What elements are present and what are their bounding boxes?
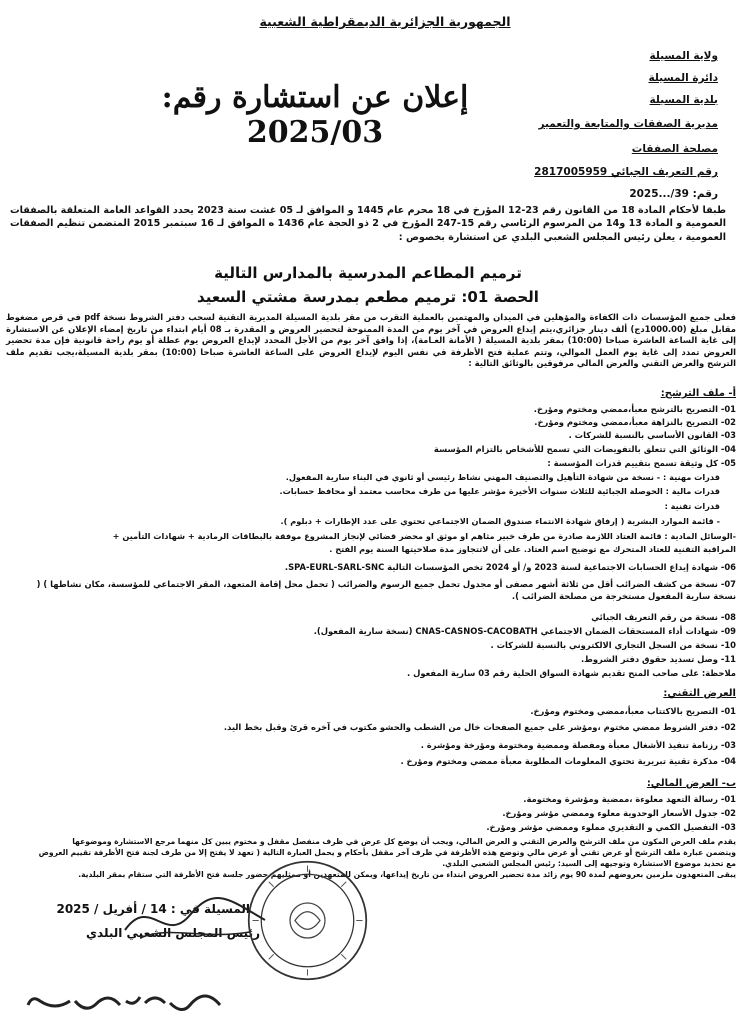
announcement-title: إعلان عن استشارة رقم: 2025/03 [161, 80, 469, 150]
list-item: 02- دفتر الشروط ممضي مختوم ،ومؤشر على جميع الصفحات خال من الشطب والحشو مكتوب في آخره قرئ وقبل بخط اليد. [223, 722, 736, 732]
list-item: 07- نسخة من كشف الضرائب أقل من ثلاثة أشهر مصفى أو مجدول تحمل جميع الرسوم والضرائب ( تحمل محل إقامة المتعهد، المقر الاجتماعي للمؤسسة، مكان نشاطها ) ( نسخة سارية المفعول مستخرجة من مصلحة الضرائب ). [36, 579, 736, 601]
capacity-equipment: -الوسائل المادية : قائمة العتاد اللازمة صادرة من طرف خبير مثاهم او موثق او محضر قضائي لإنجاز المشروع موفقة بالبطاقات الرمادية + شهادات التأمين + [112, 531, 736, 541]
header-daira: دائرة المسيلة [648, 72, 718, 84]
list-item: 01- رسالة التعهد معلوءة ،ممضية ومؤشرة ومختومة. [523, 794, 736, 804]
signature-place-date: المسيلة في : 14 / أفريل / 2025 [56, 902, 250, 916]
capacity-professional: قدرات مهنية : - نسخة من شهادة التأهيل والتصنيف المهني نشاط رئيسي أو ثانوي في البناء سارية المفعول. [285, 472, 720, 482]
note-line: ملاحظة: على صاحب المنح تقديم شهادة السواق الحلية رقم 03 سارية المفعول . [406, 668, 736, 678]
closing-note: يبقى المتعهدون ملزمين بعروضهم لمدة 90 يوم زائد مدة تحضير العروض ابتداء من تاريخ إيداعها، ويمكن للمتعهدين أو ممثليهم حضور جلسة فتح الأظرفة التي ستقام بمقر البلدية. [78, 870, 736, 879]
list-item: 02- جدول الأسعار الوحدوية معلوء وممضي مؤشر ومؤرخ. [502, 808, 736, 818]
list-item: 10- نسخة من السجل التجاري الالكتروني بالنسبة للشركات . [490, 640, 736, 650]
submission-instructions: فعلى جميع المؤسسات ذات الكفاءة والمؤهلين في الميدان والمهتمين بالعملية التقرب من مقر بلدية المسيلة المديرية التقنية لسحب دفتر الشروط نسخة pdf في قرص مضغوط مقابل مبلغ (1000.00دج) ألف دينار جزائري،يتم إيداع العروض في آخر يوم من المدة الممنوحة لتحضير العروض و المقدرة بـ 08 أيام ابتداء من تاريخ إمضاء الإعلان عن الاستشارة إلى غاية الساعة العاشرة صباحا (10:00) بمقر بلدية المسيلة ( الأمانة العـامة)، إذا وافق آخر يوم من الأجل المحدد لإيداع العروض يوم عطلة أو يوم راحة قانونية فإن مدة تحضير العروض تمدد إلى غاية يوم العمل الموالي، وتتم عملية فتح الأظرفة في نفس اليوم لإيداع العروض على الساعة العاشرة صباحا (10:00) بمقر بلدية المسيلة،يجب تقديم ملف الترشح والعرض التقني والعرض المالي مرفوقين بالوثائق التالية : [6, 312, 736, 369]
signatory-handwritten-name [20, 985, 240, 1015]
handwritten-signature [120, 890, 270, 950]
section-technical-heading: العرض التقني: [663, 688, 736, 699]
section-candidacy-heading: أ- ملف الترشح: [660, 388, 736, 399]
list-item: 03- التفصيل الكمي و التقديري مملوء وممضي مؤشر ومؤرخ. [486, 822, 736, 832]
list-item: 03- القانون الأساسي بالنسبة للشركات . [568, 430, 736, 440]
list-item: 08- نسخة من رقم التعريف الجبائي [591, 612, 736, 622]
section-financial-heading: ب- العرض المالي: [646, 778, 736, 789]
capacity-technical: قدرات تقنية : [664, 501, 720, 511]
list-item: 02- التصريح بالنزاهة معبأ،ممضي ومختوم ومؤرخ. [534, 417, 736, 427]
header-reference-number: رقم: 39/...2025 [629, 188, 718, 200]
closing-note: مع تحديد موضوع الاستشارة وتوجيهه إلى السيد: رئيس المجلس الشعبي البلدي. [442, 859, 736, 868]
list-item: 01- التصريح بالترشح معبأ،ممضي ومختوم ومؤرخ. [533, 404, 736, 414]
list-item: 06- شهادة إيداع الحسابات الاجتماعية لسنة 2023 و/ أو 2024 تخص المؤسسات التالية SPA-EURL-SARL-SNC. [284, 562, 736, 572]
list-item: 11- وصل تسديد حقوق دفتر الشروط. [580, 654, 736, 664]
header-wilaya: ولاية المسيلة [649, 50, 718, 62]
capacity-financial: قدرات مالية : الحوصلة الجبائية للثلاث سنوات الأخيرة مؤشر عليها من طرف محاسب معتمد أو محافظ حسابات. [279, 486, 720, 496]
list-item: 03- رزنامة تنفيذ الأشغال معبأة ومفصلة وممضية ومختومة ومؤرخة ومؤشرة . [420, 740, 736, 750]
closing-note: يقدم ملف العرض المكون من ملف الترشح والعرض التقني و العرض المالي، ويجب أن يوضع كل عرض في ظرف منفصل مقفل و مختوم يبين كل منهما مرجع الاستشارة وموضوعها [72, 837, 736, 846]
list-item: 04- الوثائق التي تتعلق بالتفويضات التي تسمح للأشخاص بالتزام المؤسسة [433, 444, 736, 454]
list-item: 09- شهادات أداء المستحقات الضمان الاجتماعي CNAS-CASNOS-CACOBATH (نسخة سارية المفعول). [313, 626, 736, 636]
list-item: 01- التصريح بالاكتتاب معبأ،ممضي ومختوم ومؤرخ. [530, 706, 736, 716]
header-baladiya: بلدية المسيلة [649, 94, 718, 106]
subject-lot: الحصة 01: ترميم مطعم بمدرسة مشتي السعيد [197, 288, 539, 306]
list-item: 04- مذكرة تقنية تبريرية تحتوي المعلومات المطلوبة معبأة ممضي ومختوم ومؤرخ . [400, 756, 736, 766]
header-tax-id: رقم التعريف الجبائي 2817005959 [534, 166, 718, 178]
signature-role: رئيس المجلس الشعبي البلدي [86, 926, 260, 940]
closing-note: ويتضمن عبارة ملف الترشح أو عرض تقني أو عرض مالي وتوضع هذه الأظرفة في ظرف آخر مقفل بأحكام و يحمل العبارة التالية ( تعهد لا يفتح إلا من طرف لجنة فتح الأظرفة تقييم العروض [38, 848, 736, 857]
capacity-human-resources: - قائمة الموارد البشرية ( إرفاق شهادة الانتماء صندوق الضمان الاجتماعي تحتوي على عدد الإطارات + دبلوم ). [280, 516, 720, 526]
capacity-equipment-cont: المراقبة التقنية للعتاد المتحرك مع توضيح اسم العتاد. على أن لاتتجاوز مدة صلاحيتها السنة يوم الفتح . [329, 544, 736, 554]
republic-header: الجمهورية الجزائرية الديمقراطية الشعبية [259, 14, 511, 29]
header-service: مصلحة الصفقات [631, 143, 718, 155]
list-item: 05- كل وثيقة تسمح بتقييم قدرات المؤسسة : [547, 458, 736, 468]
subject-main: ترميم المطاعم المدرسية بالمدارس التالية [214, 264, 522, 282]
header-directorate: مديرية الصفقات والمتابعة والتعمير [538, 118, 718, 130]
legal-basis-paragraph: طبقا لأحكام المادة 18 من القانون رقم 23-12 المؤرخ في 18 محرم عام 1445 و الموافق لـ 05 غشت سنة 2023 يحدد القواعد العامة المتعلقة بالصفقات العمومية و المادة 13 و14 من المرسوم الرئاسي رقم 15-247 المؤرخ في 2 ذو الحجة عام 1436 ه الموافق لـ 16 سبتمبر 2015 المتضمن تنظيم الصفقات العمومية ، يعلن رئيس المجلس الشعبي البلدي عن استشارة بخصوص : [10, 205, 727, 243]
